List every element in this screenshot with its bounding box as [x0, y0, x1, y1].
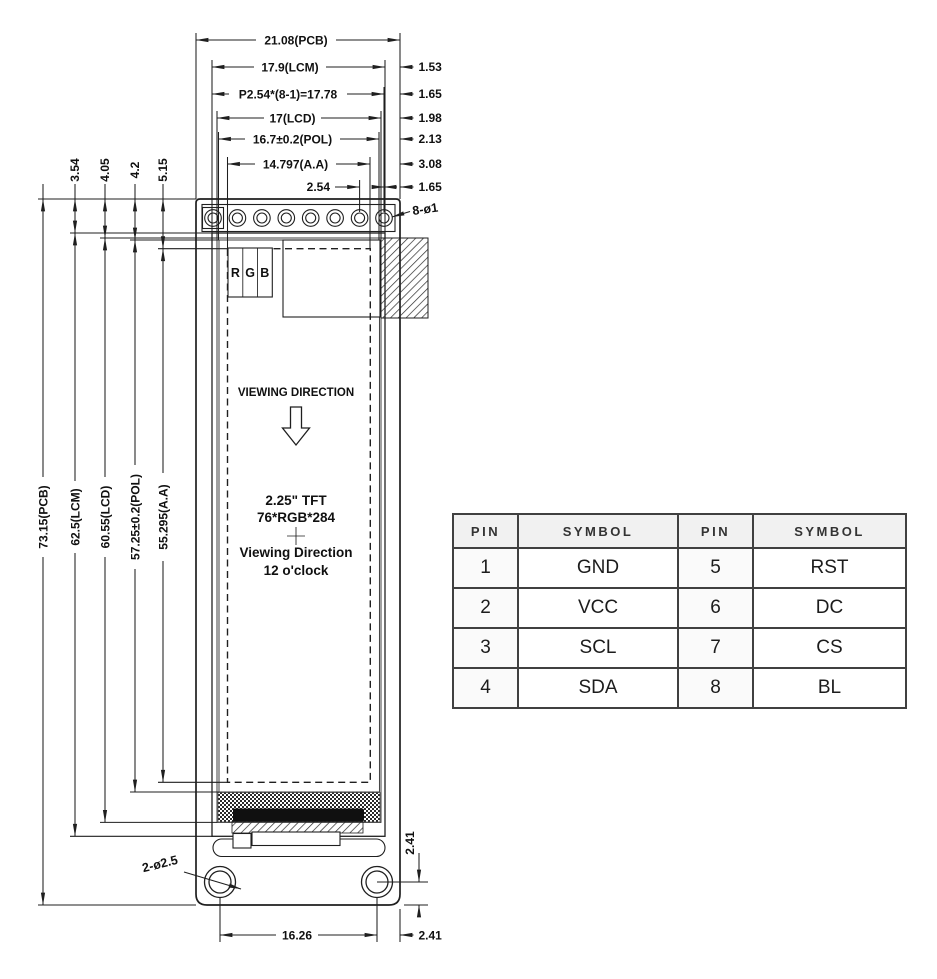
display-center-annotations [238, 387, 354, 578]
driver-ic-area [283, 240, 380, 317]
dim-pcb-height: 73.15(PCB) [36, 485, 51, 549]
lcd-outline [217, 238, 381, 822]
pin-symbol: SDA [518, 668, 678, 708]
pin-header-area [202, 205, 395, 232]
viewing-direction-line2: 12 o'clock [263, 563, 329, 578]
dim-lcm-height: 62.5(LCM) [68, 488, 83, 546]
rgb-g-label: G [245, 266, 255, 280]
fpc-tab [233, 834, 251, 849]
pin-holes [205, 210, 393, 227]
pin-table-header-pin-right: PIN [678, 514, 753, 548]
dimensions-left [35, 158, 227, 905]
dim-pin-pitch: P2.54*(8-1)=17.78 [238, 87, 338, 102]
dim-aa-top-offset: 5.15 [156, 158, 170, 182]
fpc-exit-rect [252, 832, 340, 846]
dim-right-pitch: 1.65 [418, 87, 442, 101]
dim-right-last-pin: 1.65 [418, 180, 442, 194]
viewing-direction-line1: Viewing Direction [239, 545, 353, 560]
pin-symbol: GND [518, 548, 678, 588]
pin-table-row [453, 548, 906, 588]
dim-pol-top-offset: 4.2 [128, 161, 142, 179]
pin-number: 8 [678, 668, 753, 708]
dim-lcd-height: 60.55(LCD) [98, 485, 113, 549]
rgb-r-label: R [230, 266, 240, 280]
dim-right-lcm: 1.53 [418, 60, 442, 74]
dim-right-pol: 2.13 [418, 132, 442, 146]
pin-table-header-pin-left: PIN [453, 514, 518, 548]
bottom-hatch-strip [232, 822, 363, 834]
pin-symbol: CS [753, 628, 906, 668]
fpc-hatched-block [381, 238, 428, 318]
pin-number: 4 [453, 668, 518, 708]
dim-single-pitch: 2.54 [306, 180, 330, 194]
display-size-label: 2.25" TFT [265, 493, 327, 508]
connector-band [233, 809, 364, 822]
dim-lcd-width: 17(LCD) [269, 111, 316, 126]
pin-table [452, 513, 907, 709]
dim-aa-height: 55.295(A.A) [156, 484, 171, 550]
dim-pcb-width: 21.08(PCB) [264, 33, 328, 48]
dim-right-aa: 3.08 [418, 157, 442, 171]
dim-hole-to-bottom: 2.41 [403, 831, 417, 855]
pin-table-row [453, 588, 906, 628]
pin-number: 3 [453, 628, 518, 668]
dim-right-lcd: 1.98 [418, 111, 442, 125]
viewing-direction-arrow [283, 407, 310, 445]
pin-table-header-symbol-right: SYMBOL [753, 514, 906, 548]
bottom-features [205, 793, 393, 898]
dim-hole-to-edge: 2.41 [418, 928, 442, 943]
pin-number: 6 [678, 588, 753, 628]
pin-number: 1 [453, 548, 518, 588]
pin-symbol: BL [753, 668, 906, 708]
pin-symbol: RST [753, 548, 906, 588]
pin-table-header-row [453, 514, 906, 548]
dim-aa-width: 14.797(A.A) [262, 157, 329, 172]
pin-table-header-symbol-left: SYMBOL [518, 514, 678, 548]
pin1-square-pad [203, 208, 224, 229]
pin-number: 7 [678, 628, 753, 668]
dim-lcd-top-offset: 4.05 [98, 158, 112, 182]
display-resolution-label: 76*RGB*284 [256, 510, 336, 525]
rgb-filter-marker [228, 248, 272, 297]
dim-pol-width: 16.7±0.2(POL) [252, 132, 333, 147]
viewing-direction-caption: VIEWING DIRECTION [237, 387, 355, 399]
center-cross-mark [287, 527, 305, 545]
mounting-hole-callout: 2-ø2.5 [140, 852, 180, 876]
pin-symbol: VCC [518, 588, 678, 628]
mounting-hole-left [205, 867, 236, 898]
pin-table-row [453, 668, 906, 708]
lcm-outline [212, 233, 385, 836]
pin-number: 5 [678, 548, 753, 588]
dim-hole-spacing: 16.26 [281, 928, 313, 943]
pin-table-row [453, 628, 906, 668]
pin-symbol: SCL [518, 628, 678, 668]
dim-lcm-top-offset: 3.54 [68, 158, 82, 182]
pin-symbol: DC [753, 588, 906, 628]
pin-number: 2 [453, 588, 518, 628]
dim-pol-height: 57.25±0.2(POL) [128, 474, 143, 560]
pin-hole-callout: 8-ø1 [411, 200, 439, 218]
rgb-b-label: B [260, 266, 270, 280]
dim-lcm-width: 17.9(LCM) [261, 60, 319, 75]
